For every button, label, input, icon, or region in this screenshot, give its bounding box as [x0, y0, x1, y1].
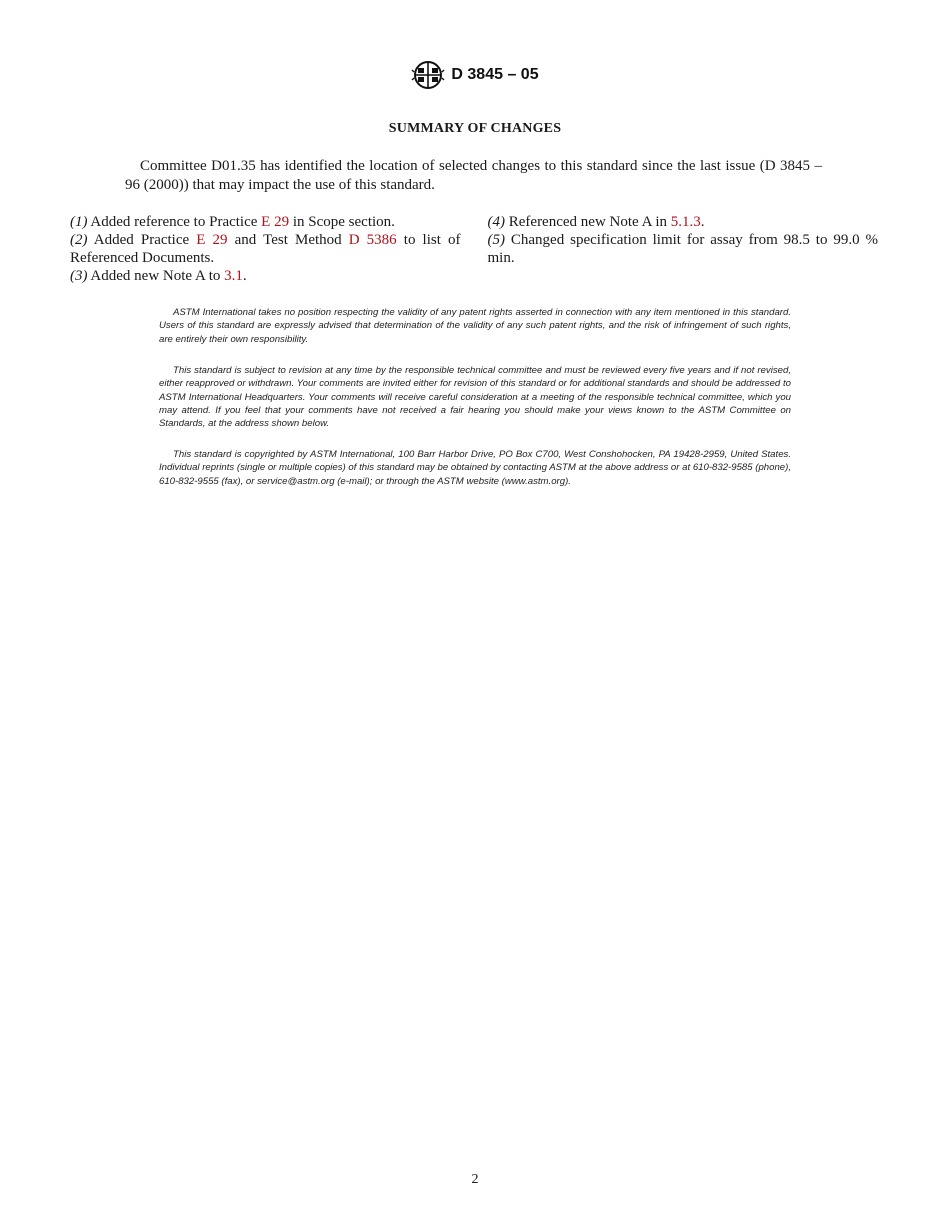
- reference-link-e29[interactable]: E 29: [196, 232, 228, 248]
- change-item-1: [70, 213, 461, 231]
- change-number: (1): [70, 214, 88, 230]
- reference-link-e29[interactable]: E 29: [261, 214, 290, 230]
- change-text: .: [242, 268, 247, 284]
- document-header: [0, 60, 950, 95]
- astm-logo-icon: [411, 60, 445, 90]
- change-number: (3): [70, 268, 88, 284]
- change-item-5: [488, 231, 879, 267]
- page-number: 2: [471, 1172, 479, 1187]
- change-text: Added reference to Practice: [87, 214, 262, 230]
- change-text: Referenced new Note A in: [505, 214, 671, 230]
- change-item-3: [70, 267, 461, 285]
- change-text: Added Practice: [87, 232, 197, 248]
- header-inner: [411, 60, 538, 90]
- changes-list: [70, 213, 878, 285]
- reference-link-5-1-3[interactable]: 5.1.3: [670, 214, 701, 230]
- change-text: Changed specification limit for assay from 98.5 to 99.0 % min.: [487, 232, 878, 266]
- change-text: to list of Referenced Documents.: [70, 232, 461, 266]
- change-text: .: [700, 214, 705, 230]
- reference-link-3-1[interactable]: 3.1: [224, 268, 243, 284]
- change-number: (2): [70, 232, 88, 248]
- change-text: Added new Note A to: [87, 268, 225, 284]
- patent-notice: ASTM International takes no position respecting the validity of any patent rights asserted in connection with any item mentioned in this standard. Users of this standard are expressly advised that determination of the validity of any such patent rights, and the risk of infringement of such rights, are entirely their own responsibility.: [159, 307, 791, 345]
- change-text: and Test Method: [227, 232, 349, 248]
- change-text: in Scope section.: [289, 214, 395, 230]
- change-number: (4): [487, 214, 505, 230]
- change-number: (5): [487, 232, 505, 248]
- summary-intro-paragraph: Committee D01.35 has identified the location of selected changes to this standard since the last issue (D 3845 – 96 (2000)) that may impact the use of this standard.: [125, 158, 822, 193]
- change-item-2: [70, 231, 461, 267]
- reference-link-d5386[interactable]: D 5386: [348, 232, 397, 248]
- change-item-4: [488, 213, 879, 231]
- copyright-notice: This standard is copyrighted by ASTM International, 100 Barr Harbor Drive, PO Box C700, West Conshohocken, PA 19428-2959, United States. Individual reprints (single or multiple copies) of this standard may be obtained by contacting ASTM at the above address or at 610-832-9585 (phone), 610-832-9555 (fax), or service@astm.org (e-mail); or through the ASTM website (www.astm.org).: [159, 449, 791, 487]
- standard-designation: D 3845 – 05: [451, 66, 539, 83]
- revision-notice: This standard is subject to revision at any time by the responsible technical committee and must be reviewed every five years and if not revised, either reapproved or withdrawn. Your comments are invited either for revision of this standard or for additional standards and should be addressed to ASTM International Headquarters. Your comments will receive careful consideration at a meeting of the responsible technical committee, which you may attend. If you feel that your comments have not received a fair hearing you should make your views known to the ASTM Committee on Standards, at the address shown below.: [159, 365, 791, 430]
- changes-column-right: [488, 213, 879, 285]
- changes-column-left: [70, 213, 461, 285]
- summary-of-changes-title: SUMMARY OF CHANGES: [388, 121, 562, 136]
